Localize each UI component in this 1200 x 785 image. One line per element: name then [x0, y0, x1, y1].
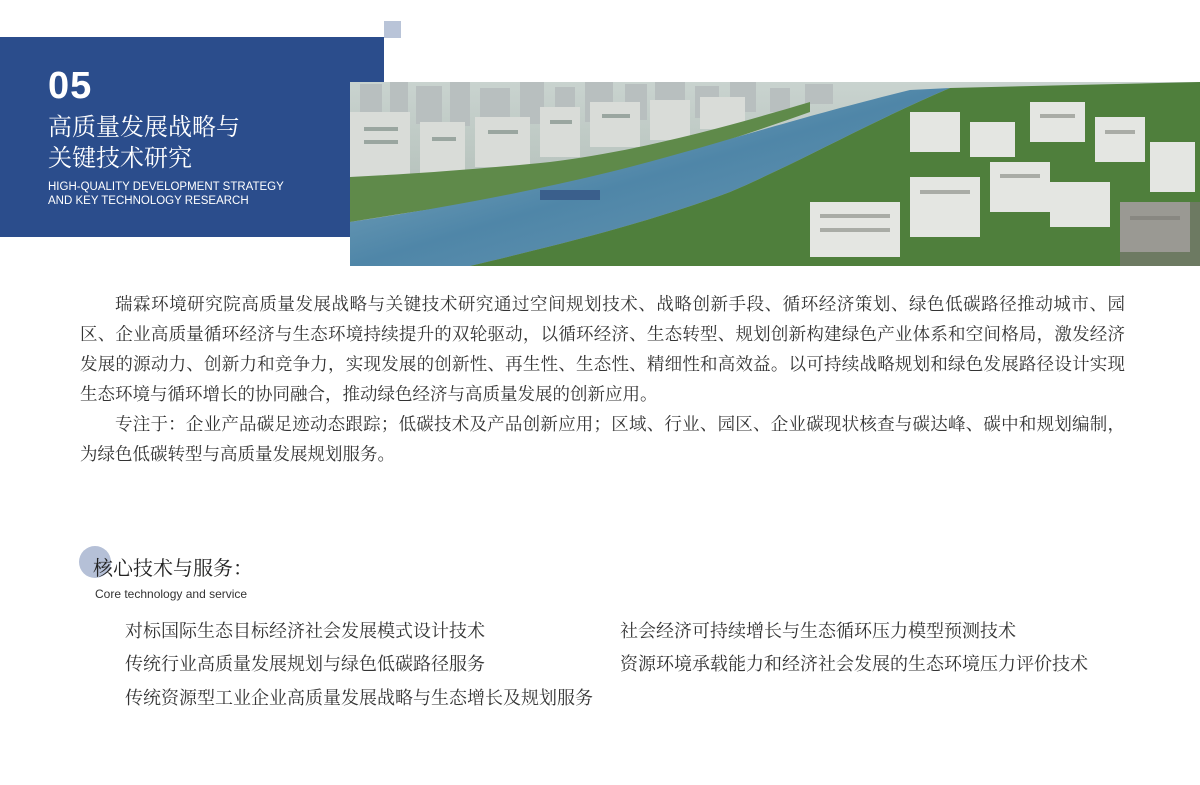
section-title	[48, 112, 348, 174]
section-subtitle	[48, 180, 348, 208]
core-title: 核心技术与服务：	[93, 556, 253, 580]
section-title-line-1: 高质量发展战略与	[48, 113, 240, 141]
intro-paragraph-1: 瑞霖环境研究院高质量发展战略与关键技术研究通过空间规划技术、战略创新手段、循环经济策划、绿色低碳路径推动城市、园区、企业高质量循环经济与生态环境持续提升的双轮驱动，以循环经济、生态转型、规划创新构建绿色产业体系和空间格局，激发经济发展的源动力、创新力和竞争力，实现发展的创新性、再生性、生态性、精细性和高效益。以可持续战略规划和绿色发展路径设计实现生态环境与循环增长的协同融合，推动绿色经济与高质量发展的创新应用。	[80, 295, 1125, 405]
city-river-photo	[350, 82, 1200, 266]
section-title-line-2: 关键技术研究	[48, 144, 192, 172]
decorative-square	[384, 21, 401, 38]
core-subtitle: Core technology and service	[95, 587, 248, 601]
service-item: 传统资源型工业企业高质量发展战略与生态增长及规划服务	[125, 688, 593, 709]
intro-text	[80, 290, 1125, 470]
intro-paragraph-2: 专注于：企业产品碳足迹动态跟踪；低碳技术及产品创新应用；区域、行业、园区、企业碳现状核查与碳达峰、碳中和规划编制，为绿色低碳转型与高质量发展规划服务。	[80, 415, 1125, 465]
service-item: 传统行业高质量发展规划与绿色低碳路径服务	[125, 654, 485, 675]
service-item: 资源环境承载能力和经济社会发展的生态环境压力评价技术	[620, 654, 1088, 675]
section-subtitle-line-2: AND KEY TECHNOLOGY RESEARCH	[48, 195, 249, 207]
service-item: 社会经济可持续增长与生态循环压力模型预测技术	[620, 621, 1016, 642]
service-item: 对标国际生态目标经济社会发展模式设计技术	[125, 621, 485, 642]
section-subtitle-line-1: HIGH-QUALITY DEVELOPMENT STRATEGY	[48, 181, 284, 193]
section-number: 05	[48, 65, 93, 107]
